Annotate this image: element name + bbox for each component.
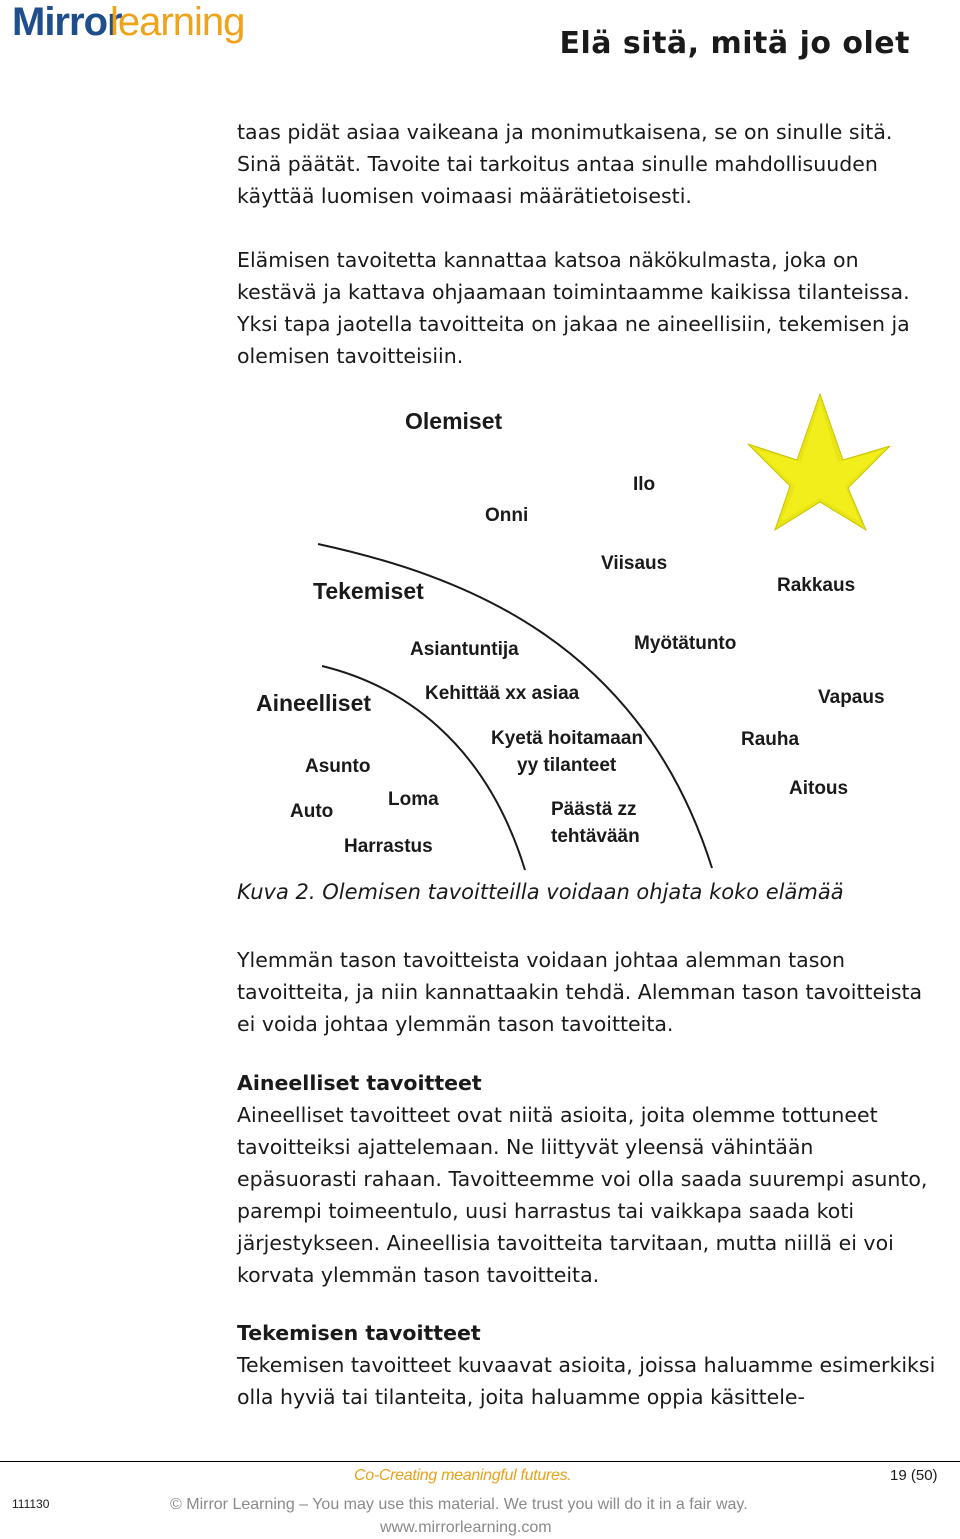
mirror-learning-logo — [6, 0, 245, 48]
doing-goals-heading: Tekemisen tavoitteet — [237, 1321, 481, 1345]
item-loma: Loma — [388, 789, 439, 810]
level-aineelliset: Aineelliset — [256, 690, 372, 716]
page-title: Elä sitä, mitä jo olet — [559, 26, 910, 61]
derivation-paragraph: Ylemmän tason tavoitteista voidaan johtaa alemman tason tavoitteita, ja niin kannattaakin tehdä. Alemman tason tavoitteista ei voida johtaa ylemmän tason tavoitteita. — [237, 948, 923, 1036]
item-auto: Auto — [290, 801, 334, 822]
section-material-goals — [237, 1067, 937, 1291]
logo-mirror-text: Mirror — [12, 0, 122, 44]
level-tekemiset: Tekemiset — [313, 578, 424, 604]
item-vapaus: Vapaus — [818, 687, 885, 708]
logo-learning-text: learning — [110, 0, 245, 44]
material-goals-paragraph: Aineelliset tavoitteet ovat niitä asioita, joita olemme tottuneet tavoitteiksi ajattelemaan. Ne liittyvät yleensä vähintään epäsuorasti rahaan. Tavoitteemme voi olla saada suurempi asunto, parempi toimeentulo, uusi harrastus tai vaikkapa saada koti järjestykseen. Aineellisia tavoitteita tarvitaan, mutta niillä ei voi korvata ylemmän tason tavoitteita. — [237, 1103, 928, 1287]
footer-url[interactable]: www.mirrorlearning.com — [380, 1519, 552, 1536]
diagram-curves — [0, 380, 960, 880]
item-rakkaus: Rakkaus — [777, 575, 856, 596]
figure-caption: Kuva 2. Olemisen tavoitteilla voidaan ohjata koko elämää — [237, 880, 844, 904]
star-icon — [748, 394, 890, 530]
item-ilo: Ilo — [633, 474, 656, 495]
item-myotatunto: Myötätunto — [634, 633, 737, 654]
item-aitous: Aitous — [789, 778, 849, 799]
intro-paragraph-1: taas pidät asiaa vaikeana ja monimutkaisena, se on sinulle sitä. Sinä päätät. Tavoite tai tarkoitus antaa sinulle mahdollisuuden käyttää luomisen voimaasi määrätietoisesti. — [237, 120, 893, 208]
item-paasta-line-1: Päästä zz — [551, 799, 637, 820]
item-asunto: Asunto — [305, 756, 371, 777]
material-goals-heading: Aineelliset tavoitteet — [237, 1071, 482, 1095]
section-doing-goals — [237, 1317, 937, 1413]
item-viisaus: Viisaus — [601, 553, 668, 574]
item-harrastus: Harrastus — [344, 836, 433, 857]
item-paasta-line-2: tehtävään — [551, 826, 640, 847]
goal-levels-diagram — [0, 380, 960, 880]
footer-divider — [0, 1461, 960, 1462]
item-asiantuntija: Asiantuntija — [410, 639, 519, 660]
section-derivation — [237, 944, 937, 1040]
item-kyeta-line-2: yy tilanteet — [517, 755, 617, 776]
intro-paragraph-2: Elämisen tavoitetta kannattaa katsoa näkökulmasta, joka on kestävä ja kattava ohjaamaan toimintaamme kaikissa tilanteissa. Yksi tapa jaotella tavoitteita on jakaa ne aineellisiin, tekemisen ja olemisen tavoitteisiin. — [237, 248, 910, 368]
item-onni: Onni — [485, 505, 529, 526]
item-kyeta-line-1: Kyetä hoitamaan — [491, 728, 644, 749]
footer-slogan: Co-Creating meaningful futures. — [354, 1467, 572, 1484]
page-number: 19 (50) — [890, 1467, 938, 1484]
item-kehittaa: Kehittää xx asiaa — [425, 683, 580, 704]
document-code: 111130 — [12, 1497, 50, 1511]
level-olemiset: Olemiset — [405, 408, 503, 434]
doing-goals-paragraph: Tekemisen tavoitteet kuvaavat asioita, joissa haluamme esimerkiksi olla hyviä tai tilanteita, joita haluamme oppia käsittele- — [237, 1353, 936, 1409]
intro-text — [237, 116, 937, 372]
item-rauha: Rauha — [741, 729, 800, 750]
footer-copyright: © Mirror Learning – You may use this material. We trust you will do it in a fair way. — [170, 1496, 748, 1513]
